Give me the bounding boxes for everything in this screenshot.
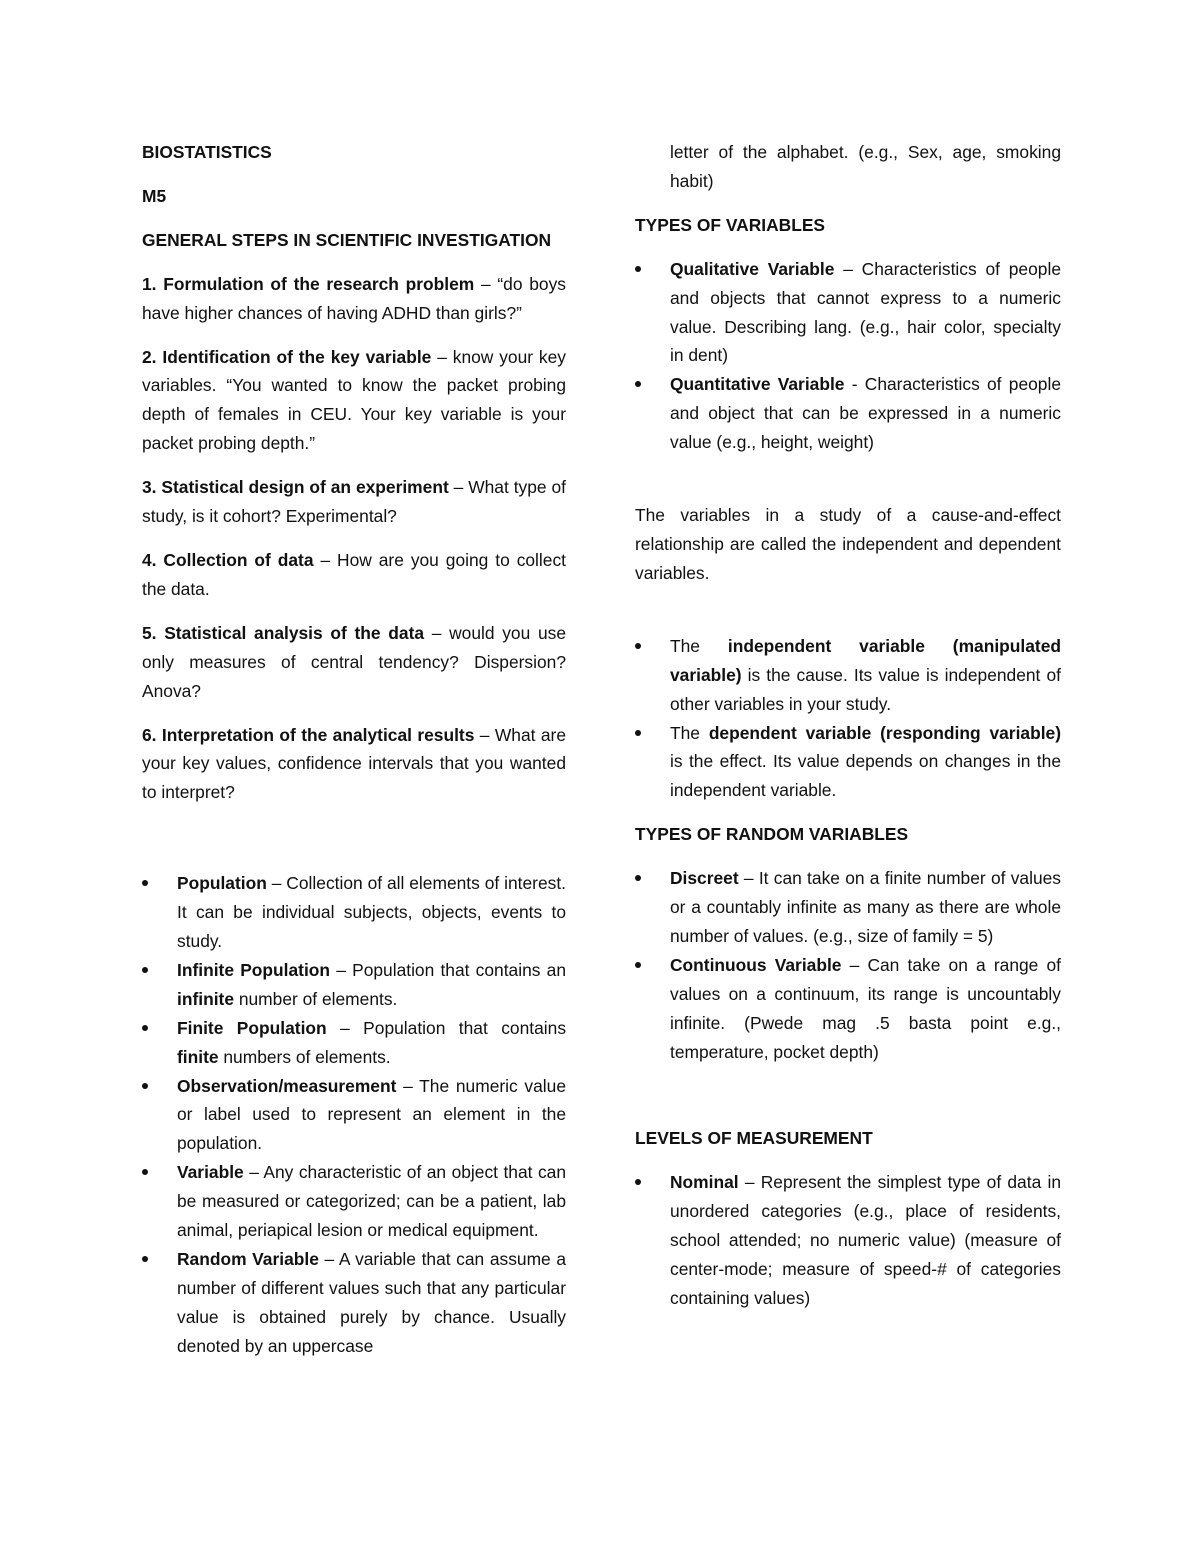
left-column	[142, 138, 566, 1361]
doc-title: BIOSTATISTICS	[142, 142, 272, 162]
list-item	[142, 1072, 566, 1159]
definition: – Characteristics of people and objects that cannot express to a numeric value. Describing lang. (e.g., hair color, specialty in dent)	[670, 258, 1061, 366]
bullet-icon	[635, 875, 641, 881]
cause-effect-paragraph: The variables in a study of a cause-and-effect relationship are called the independent and dependent variables.	[635, 505, 1061, 583]
term: Quantitative Variable	[670, 374, 845, 395]
term: Nominal	[670, 1172, 739, 1193]
definition: – A variable that can assume a number of different values such that any particular value is obtained purely by chance. Usually denoted by an uppercase	[177, 1249, 567, 1356]
list-item	[635, 255, 1061, 371]
bullet-icon	[142, 1256, 148, 1262]
term: independent variable (manipulated variable)	[670, 635, 1061, 685]
list-item	[635, 1168, 1061, 1313]
definition: numbers of elements.	[218, 1046, 391, 1067]
bullet-icon	[635, 381, 641, 387]
step-text: – How are you going to collect the data.	[142, 549, 566, 599]
step-4	[142, 546, 566, 604]
definition: – Population that contains	[326, 1017, 567, 1038]
bullet-icon	[635, 1179, 641, 1185]
definition: – The numeric value or label used to represent an element in the population.	[177, 1075, 566, 1154]
continuation-text: letter of the alphabet. (e.g., Sex, age, smoking habit)	[670, 142, 1061, 191]
random-types-list	[635, 864, 1061, 1066]
levels-list	[635, 1168, 1061, 1313]
list-item	[635, 719, 1061, 806]
emphasis: infinite	[177, 988, 234, 1009]
step-5	[142, 619, 566, 706]
step-term: 4. Collection of data	[142, 549, 314, 570]
step-text: – know your key variables. “You wanted to know the packet probing depth of females in CEU. Your key variable is your packet probing depth.”	[142, 346, 566, 454]
term: Infinite Population	[177, 959, 331, 980]
definition: – Population that contains an	[330, 959, 566, 980]
steps-heading: GENERAL STEPS IN SCIENTIFIC INVESTIGATION	[142, 229, 552, 250]
term: Random Variable	[177, 1249, 319, 1269]
types-list	[635, 255, 1061, 457]
definition: - Characteristics of people and object that can be expressed in a numeric value (e.g., height, weight)	[670, 374, 1061, 453]
term: Finite Population	[177, 1017, 327, 1038]
definition: – It can take on a finite number of values or a countably infinite as many as there are whole number of values. (e.g., size of family = 5)	[670, 868, 1061, 946]
right-column	[635, 138, 1061, 1313]
list-item	[635, 632, 1061, 719]
term: Qualitative Variable	[670, 258, 835, 279]
types-heading: TYPES OF VARIABLES	[635, 214, 826, 235]
definition: is the effect. Its value depends on changes in the independent variable.	[670, 751, 1061, 801]
list-item	[142, 869, 566, 956]
step-text: – “do boys have higher chances of having ADHD than girls?”	[142, 273, 566, 323]
module-label: M5	[142, 185, 167, 206]
list-item	[142, 1014, 566, 1072]
bullet-icon	[635, 962, 641, 968]
bullet-icon	[142, 1025, 148, 1031]
term: Variable	[177, 1162, 244, 1183]
definition: – Represent the simplest type of data in unordered categories (e.g., place of residents, school attended; no numeric value) (measure of center-mode; measure of speed-# of categories containing values)	[670, 1172, 1061, 1308]
bullet-icon	[635, 730, 641, 736]
list-item	[635, 864, 1061, 951]
list-item	[635, 951, 1061, 1067]
step-text: – would you use only measures of central tendency? Dispersion? Anova?	[142, 622, 566, 701]
step-term: 1. Formulation of the research problem	[142, 273, 475, 294]
term: Population	[177, 873, 267, 894]
lead-text: The	[670, 722, 709, 743]
step-1	[142, 270, 566, 328]
definitions-list	[142, 869, 566, 1360]
term: Continuous Variable	[670, 954, 842, 975]
random-types-heading: TYPES OF RANDOM VARIABLES	[635, 824, 909, 845]
step-term: 2. Identification of the key variable	[142, 346, 432, 367]
levels-heading: LEVELS OF MEASUREMENT	[635, 1128, 873, 1149]
step-6	[142, 721, 566, 808]
emphasis: finite	[177, 1046, 219, 1067]
step-term: 3. Statistical design of an experiment	[142, 477, 449, 498]
step-2	[142, 343, 566, 459]
bullet-icon	[142, 880, 148, 886]
term: Discreet	[670, 868, 739, 889]
list-item	[142, 1158, 566, 1245]
definition: – Any characteristic of an object that can be measured or categorized; can be a patient, lab animal, periapical lesion or medical equipment.	[177, 1162, 566, 1241]
list-item	[142, 956, 566, 1014]
step-term: 6. Interpretation of the analytical results	[142, 724, 475, 745]
bullet-icon	[142, 967, 148, 973]
definition: is the cause. Its value is independent of other variables in your study.	[670, 664, 1061, 714]
step-text: – What are your key values, confidence intervals that you wanted to interpret?	[142, 724, 566, 803]
bullet-icon	[635, 643, 641, 649]
term: dependent variable (responding variable)	[708, 722, 1061, 743]
bullet-icon	[142, 1083, 148, 1089]
step-term: 5. Statistical analysis of the data	[142, 622, 425, 643]
independent-dependent-list	[635, 632, 1061, 805]
definition: – Collection of all elements of interest. It can be individual subjects, objects, events to study.	[177, 873, 566, 952]
term: Observation/measurement	[177, 1075, 397, 1096]
bullet-icon	[635, 266, 641, 272]
list-item	[142, 1245, 566, 1361]
lead-text: The	[670, 635, 728, 656]
list-item	[635, 370, 1061, 457]
step-3	[142, 473, 566, 531]
definition: – Can take on a range of values on a continuum, its range is uncountably infinite. (Pwede mag .5 basta point e.g., temperature, pocket depth)	[670, 954, 1062, 1062]
bullet-icon	[142, 1169, 148, 1175]
definition: number of elements.	[234, 988, 398, 1009]
step-text: – What type of study, is it cohort? Experimental?	[142, 477, 566, 527]
